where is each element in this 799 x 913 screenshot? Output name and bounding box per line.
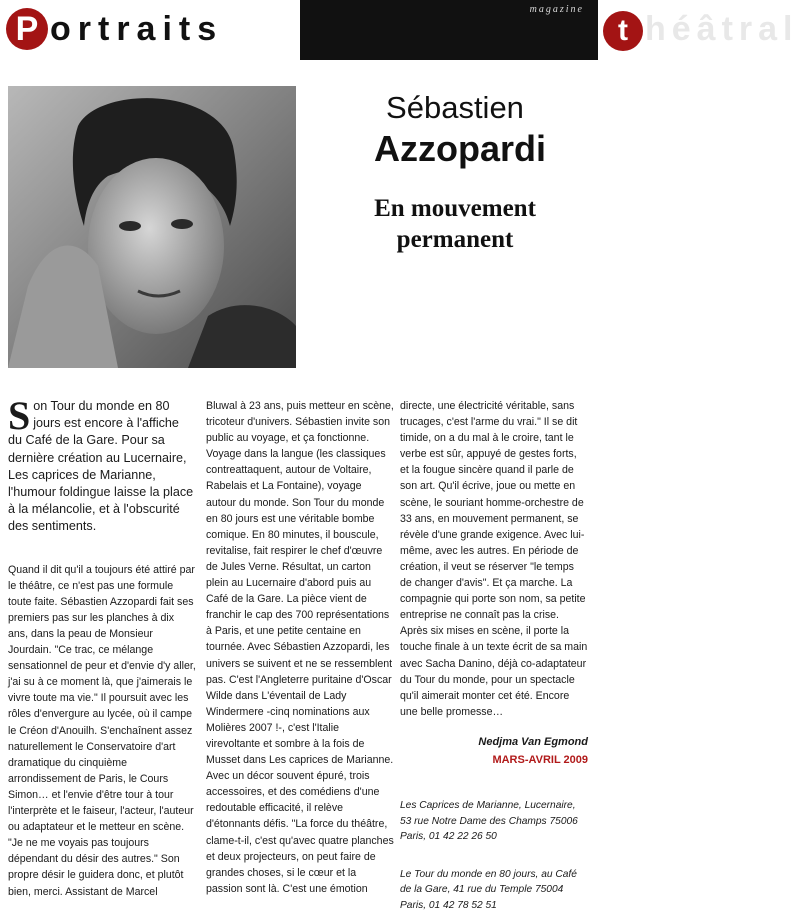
portrait-photo [8, 86, 296, 368]
venue-info-marianne: Les Caprices de Marianne, Lucernaire, 53 rue Notre Dame des Champs 75006 Paris, 01 42 22 26 50 [400, 800, 578, 843]
lead-text: on Tour du monde en 80 jours est encore à l'affiche du Café de la Gare. Pour sa dernière création au Lucernaire, Les caprices de Marianne, l'humour foldingue laisse la place à la mélancolie, et à l'obscurité des sentiments. [8, 399, 194, 534]
portrait-photo-illustration [8, 86, 296, 368]
article-subtitle [330, 193, 580, 255]
portraits-title: ortraits [50, 10, 224, 48]
theatral-title: héâtral [645, 10, 799, 48]
article-column-1 [8, 393, 196, 900]
magazine-label: magazine [529, 4, 584, 15]
lead-dropcap: S [8, 393, 31, 438]
header-left-panel [0, 0, 300, 60]
theatral-initial-logo: t [603, 11, 643, 51]
header-right-panel [300, 0, 799, 60]
portraits-initial-logo: P [6, 8, 48, 50]
column-2-body: Bluwal à 23 ans, puis metteur en scène, tricoteur d'univers. Sébastien invite son public au voyage, et ça fonctionne. Voyage dans la langue (les classiques contreattaquent, autour de Voltaire, Rabelais et La Fontaine), voyage autour du monde. Son Tour du monde en 80 jours est une véritable bombe comique. En 80 minutes, il bouscule, revitalise, fait respirer le chef d'œuvre de Jules Verne. Résultat, un carton plein au Lucernaire d'abord puis au Café de la Gare. La pièce vient de franchir le cap des 700 représentations à Paris, et une petite centaine en tournée. Avec Sébastien Azzopardi, les univers se suivent et ne se ressemblent pas. C'est l'Angleterre puritaine d'Oscar Wilde dans L'éventail de Lady Windermere -cinq nominations aux Molières 2007 !-, c'est l'Italie virevoltante et sombre à la fois de Musset dans Les caprices de Marianne. Avec un décor souvent épuré, trois accessoires, et des comédiens d'une redoutable efficacité, il relève d'étonnants défis. "La force du théâtre, clame-t-il, c'est qu'avec quatre planches et deux projecteurs, on peut faire de grandes choses, si le cœur et la passion sont là. C'est une émotion [206, 400, 394, 895]
subject-first-name: Sébastien [386, 90, 524, 125]
article-column-2 [206, 398, 394, 897]
magazine-header [0, 0, 799, 60]
article-column-3 [400, 398, 588, 913]
venue-info-tour-du-monde: Le Tour du monde en 80 jours, au Café de la Gare, 41 rue du Temple 75004 Paris, 01 42 78 52 51 [400, 868, 577, 911]
subtitle-line-2: permanent [396, 226, 514, 253]
subtitle-line-1: En mouvement [374, 195, 536, 222]
column-1-body: Quand il dit qu'il a toujours été attiré par le théâtre, ce n'est pas une formule toute faite. Sébastien Azzopardi fait ses premiers pas sur les planches à dix ans, dans la peau de Monsieur Jourdain. "Ce trac, ce mélange sensationnel de peur et d'envie d'y aller, j'ai su à ce moment là, que j'aimerais le vivre toute ma vie." Il poursuit avec les rôles d'envergure au lycée, où il campe le Créon d'Anouilh. S'enchaînent assez naturellement le Conservatoire d'art dramatique du cinquième arrondissement de Paris, le Cours Simon… et l'envie d'être tour à tour l'interprète et le faiseur, l'acteur, l'auteur ou adaptateur et le metteur en scène. "Je ne me voyais pas toujours dépendant du désir des autres." Son propre désir le guidera donc, et plutôt bien, merci. Assistant de Marcel [8, 563, 196, 898]
article-lead [8, 393, 196, 536]
issue-date: MARS-AVRIL 2009 [492, 753, 588, 766]
subject-last-name: Azzopardi [373, 128, 546, 169]
author-signature: Nedjma Van Egmond [478, 735, 588, 748]
column-3-body: directe, une électricité véritable, sans trucages, c'est l'arme du vrai." Il se dit timide, on a du mal à le croire, tant le verbe est sûr, appuyé de gestes forts, et la fougue sincère quand il parle de son art. Qu'il écrive, joue ou mette en scène, le souriant homme-orchestre de 33 ans, en mouvement permanent, se révèle d'une grande exigence. Avec lui-même, avec les autres. En période de création, il veut se réserver "le temps de changer d'avis". Et ça marche. La compagnie qui porte son nom, sa petite entreprise ne connaît pas la crise. Après six mises en scène, il porte la touche finale à un texte écrit de sa main avec Sacha Danino, déjà co-adaptateur du Tour du monde, pour un spectacle qu'il aimerait monter cet été. Encore une belle promesse… [400, 400, 588, 718]
